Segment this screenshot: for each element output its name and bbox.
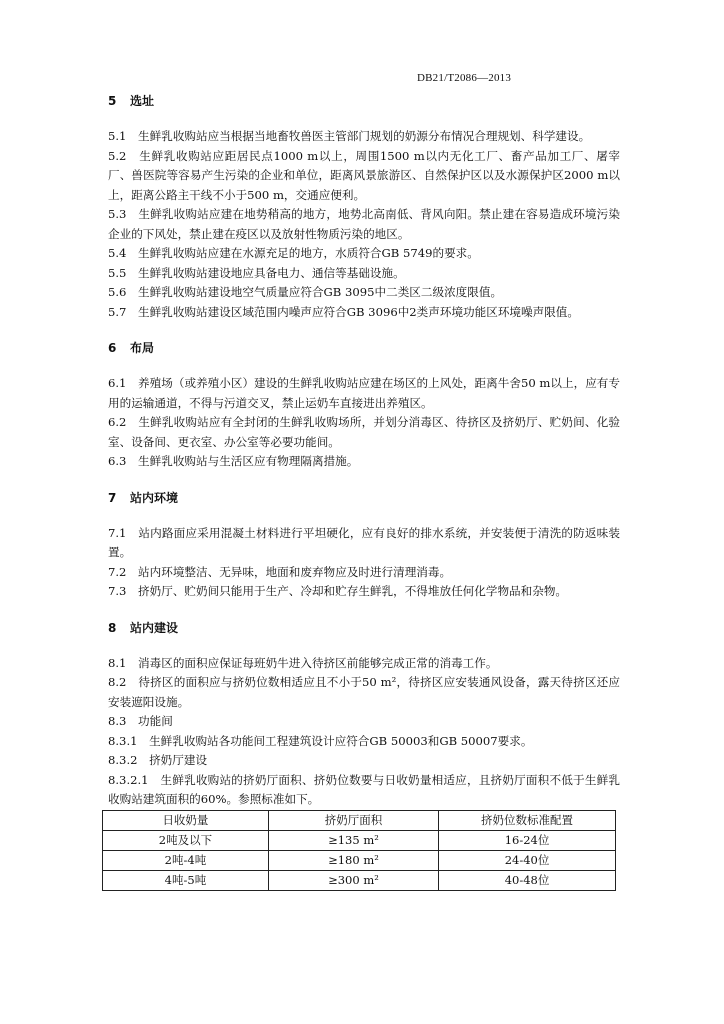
section-heading <box>108 489 620 507</box>
table-header-row <box>103 810 616 830</box>
section-number: 5 <box>108 94 117 108</box>
clause-7-1: 7.1 站内路面应采用混凝土材料进行平坦硬化，应有良好的排水系统，并安装便于清洗的防返味装置。 <box>108 525 620 559</box>
clause-5-4: 5.4 生鲜乳收购站应建在水源充足的地方，水质符合GB 5749的要求。 <box>108 246 479 260</box>
table-row <box>103 830 616 850</box>
clause-5-5: 5.5 生鲜乳收购站建设地应具备电力、通信等基础设施。 <box>108 265 405 280</box>
table-row <box>103 850 616 870</box>
clause-5-2: 5.2 生鲜乳收购站应距居民点1000 m以上，周围1500 m以内无化工厂、畜产品加工厂、屠宰厂、兽医院等容易产生污染的企业和单位，距离风景旅游区、自然保护区以及水源保护区2000 m以上，距离公路主干线不小于500 m，交通应便利。 <box>108 148 620 202</box>
clause-7-3: 7.3 挤奶厅、贮奶间只能用于生产、冷却和贮存生鲜乳，不得堆放任何化学物品和杂物。 <box>108 584 568 598</box>
section-station-environment <box>108 489 620 602</box>
table-row <box>103 870 616 890</box>
clause-7-2: 7.2 站内环境整洁、无异味，地面和废弃物应及时进行清理消毒。 <box>108 564 452 579</box>
table-cell: ≥300 m² <box>268 870 438 890</box>
clause-8-3-1: 8.3.1 生鲜乳收购站各功能间工程建筑设计应符合GB 50003和GB 50007要求。 <box>108 733 533 748</box>
section-heading <box>108 619 620 637</box>
table-cell: 2吨及以下 <box>103 830 269 850</box>
section-number: 7 <box>108 490 117 505</box>
clause-6-2: 6.2 生鲜乳收购站应有全封闭的生鲜乳收购场所，并划分消毒区、待挤区及挤奶厅、贮奶间、化验室、设备间、更衣室、办公室等必要功能间。 <box>108 415 620 449</box>
clause-5-6: 5.6 生鲜乳收购站建设地空气质量应符合GB 3095中二类区二级浓度限值。 <box>108 285 503 299</box>
section-number: 8 <box>108 620 117 635</box>
section-layout <box>108 339 620 472</box>
clause-5-7: 5.7 生鲜乳收购站建设区域范围内噪声应符合GB 3096中2类声环境功能区环境噪声限值。 <box>108 304 579 319</box>
document-body <box>108 92 620 891</box>
table-cell: 4吨-5吨 <box>103 870 269 890</box>
table-cell: 40-48位 <box>439 870 616 890</box>
section-number: 6 <box>108 341 117 355</box>
milking-parlor-standard-table <box>102 810 616 891</box>
table-cell: ≥135 m² <box>268 830 438 850</box>
document-code: DB21/T2086—2013 <box>417 72 512 84</box>
column-header: 日收奶量 <box>103 810 269 830</box>
table-cell: 2吨-4吨 <box>103 850 269 870</box>
section-title: 布局 <box>130 341 155 355</box>
clause-8-1: 8.1 消毒区的面积应保证每班奶牛进入待挤区前能够完成正常的消毒工作。 <box>108 655 498 670</box>
table-cell: 16-24位 <box>439 830 616 850</box>
clause-8-3: 8.3 功能间 <box>108 714 173 728</box>
clause-5-1: 5.1 生鲜乳收购站应当根据当地畜牧兽医主管部门规划的奶源分布情况合理规划、科学建设。 <box>108 129 591 143</box>
section-heading <box>108 92 620 110</box>
section-heading <box>108 339 620 357</box>
clause-8-3-2-1: 8.3.2.1 生鲜乳收购站的挤奶厅面积、挤奶位数要与日收奶量相适应，且挤奶厅面积不低于生鲜乳收购站建筑面积的60%。参照标准如下。 <box>108 772 620 806</box>
section-title: 选址 <box>130 94 155 108</box>
section-station-construction <box>108 619 620 810</box>
column-header: 挤奶位数标准配置 <box>439 810 616 830</box>
table-cell: 24-40位 <box>439 850 616 870</box>
clause-8-2: 8.2 待挤区的面积应与挤奶位数相适应且不小于50 m²，待挤区应安装通风设备，露天待挤区还应安装遮阳设施。 <box>108 675 620 709</box>
column-header: 挤奶厅面积 <box>268 810 438 830</box>
clause-6-3: 6.3 生鲜乳收购站与生活区应有物理隔离措施。 <box>108 454 359 468</box>
clause-8-3-2: 8.3.2 挤奶厅建设 <box>108 753 208 767</box>
table-cell: ≥180 m² <box>268 850 438 870</box>
clause-5-3: 5.3 生鲜乳收购站应建在地势稍高的地方，地势北高南低、背风向阳。禁止建在容易造成环境污染企业的下风处，禁止建在疫区以及放射性物质污染的地区。 <box>108 207 620 241</box>
section-title: 站内建设 <box>130 620 179 635</box>
section-site-selection <box>108 92 620 322</box>
section-title: 站内环境 <box>130 490 179 505</box>
clause-6-1: 6.1 养殖场（或养殖小区）建设的生鲜乳收购站应建在场区的上风处，距离牛舍50 m以上，应有专用的运输通道，不得与污道交叉，禁止运奶车直接进出养殖区。 <box>108 376 620 410</box>
